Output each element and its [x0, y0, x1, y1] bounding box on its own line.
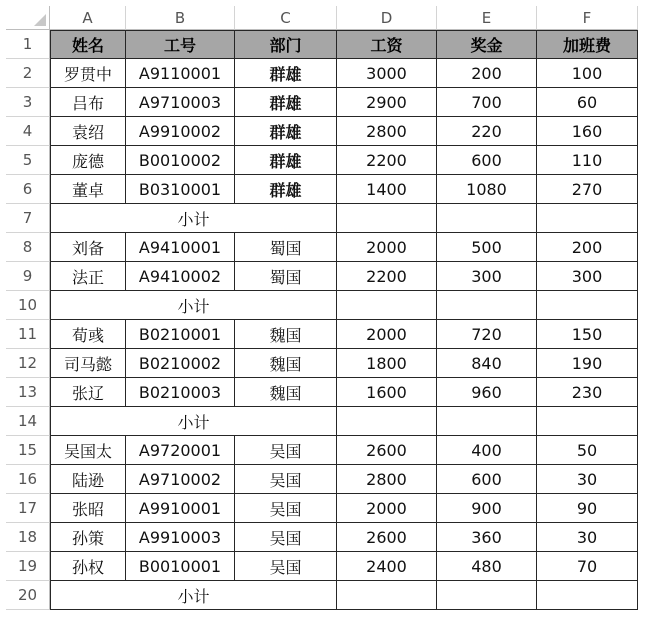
cell-employee-id[interactable]: A9410001 [126, 233, 235, 262]
header-cell-department[interactable]: 部门 [235, 30, 337, 59]
cell-employee-id[interactable]: B0010002 [126, 146, 235, 175]
cell-salary[interactable]: 2600 [337, 523, 437, 552]
row-header-1[interactable]: 1 [6, 30, 50, 59]
column-header-e[interactable]: E [437, 6, 537, 30]
cell-name[interactable]: 吕布 [50, 88, 126, 117]
header-cell-employee-id[interactable]: 工号 [126, 30, 235, 59]
subtotal-salary-cell[interactable] [337, 204, 437, 233]
cell-employee-id[interactable]: B0210002 [126, 349, 235, 378]
cell-overtime-pay[interactable]: 190 [537, 349, 638, 378]
cell-salary[interactable]: 2800 [337, 117, 437, 146]
cell-bonus[interactable]: 600 [437, 146, 537, 175]
cell-overtime-pay[interactable]: 150 [537, 320, 638, 349]
subtotal-overtime-pay-cell[interactable] [537, 581, 638, 610]
column-header-d[interactable]: D [337, 6, 437, 30]
cell-bonus[interactable]: 480 [437, 552, 537, 581]
cell-department[interactable]: 魏国 [235, 378, 337, 407]
row-header-13[interactable]: 13 [6, 378, 50, 407]
cell-overtime-pay[interactable]: 270 [537, 175, 638, 204]
cell-employee-id[interactable]: A9910003 [126, 523, 235, 552]
cell-department[interactable]: 蜀国 [235, 233, 337, 262]
cell-bonus[interactable]: 360 [437, 523, 537, 552]
cell-overtime-pay[interactable]: 300 [537, 262, 638, 291]
row-header-12[interactable]: 12 [6, 349, 50, 378]
cell-bonus[interactable]: 500 [437, 233, 537, 262]
cell-department[interactable]: 群雄 [235, 59, 337, 88]
cell-department[interactable]: 吴国 [235, 465, 337, 494]
row-header-3[interactable]: 3 [6, 88, 50, 117]
row-header-14[interactable]: 14 [6, 407, 50, 436]
row-header-10[interactable]: 10 [6, 291, 50, 320]
row-header-7[interactable]: 7 [6, 204, 50, 233]
row-header-19[interactable]: 19 [6, 552, 50, 581]
cell-name[interactable]: 庞德 [50, 146, 126, 175]
cell-employee-id[interactable]: B0010001 [126, 552, 235, 581]
cell-name[interactable]: 罗贯中 [50, 59, 126, 88]
subtotal-salary-cell[interactable] [337, 581, 437, 610]
cell-bonus[interactable]: 200 [437, 59, 537, 88]
cell-department[interactable]: 群雄 [235, 146, 337, 175]
row-header-4[interactable]: 4 [6, 117, 50, 146]
cell-overtime-pay[interactable]: 30 [537, 523, 638, 552]
row-header-16[interactable]: 16 [6, 465, 50, 494]
cell-overtime-pay[interactable]: 200 [537, 233, 638, 262]
subtotal-label-cell[interactable]: 小计 [50, 407, 337, 436]
cell-overtime-pay[interactable]: 230 [537, 378, 638, 407]
header-cell-bonus[interactable]: 奖金 [437, 30, 537, 59]
cell-department[interactable]: 吴国 [235, 436, 337, 465]
cell-salary[interactable]: 2400 [337, 552, 437, 581]
cell-bonus[interactable]: 960 [437, 378, 537, 407]
cell-bonus[interactable]: 720 [437, 320, 537, 349]
row-header-2[interactable]: 2 [6, 59, 50, 88]
cell-name[interactable]: 孙权 [50, 552, 126, 581]
cell-salary[interactable]: 2000 [337, 320, 437, 349]
cell-department[interactable]: 吴国 [235, 494, 337, 523]
cell-bonus[interactable]: 300 [437, 262, 537, 291]
subtotal-overtime-pay-cell[interactable] [537, 291, 638, 320]
row-header-18[interactable]: 18 [6, 523, 50, 552]
cell-bonus[interactable]: 700 [437, 88, 537, 117]
cell-employee-id[interactable]: A9710002 [126, 465, 235, 494]
cell-employee-id[interactable]: B0310001 [126, 175, 235, 204]
row-header-9[interactable]: 9 [6, 262, 50, 291]
spreadsheet-grid [6, 6, 638, 610]
cell-employee-id[interactable]: A9110001 [126, 59, 235, 88]
cell-overtime-pay[interactable]: 160 [537, 117, 638, 146]
cell-name[interactable]: 董卓 [50, 175, 126, 204]
cell-salary[interactable]: 1600 [337, 378, 437, 407]
cell-salary[interactable]: 2900 [337, 88, 437, 117]
row-header-5[interactable]: 5 [6, 146, 50, 175]
row-header-6[interactable]: 6 [6, 175, 50, 204]
cell-salary[interactable]: 2800 [337, 465, 437, 494]
cell-department[interactable]: 蜀国 [235, 262, 337, 291]
cell-employee-id[interactable]: A9910001 [126, 494, 235, 523]
subtotal-bonus-cell[interactable] [437, 407, 537, 436]
row-header-8[interactable]: 8 [6, 233, 50, 262]
cell-name[interactable]: 陆逊 [50, 465, 126, 494]
cell-employee-id[interactable]: A9910002 [126, 117, 235, 146]
row-header-11[interactable]: 11 [6, 320, 50, 349]
subtotal-label-cell[interactable]: 小计 [50, 204, 337, 233]
cell-name[interactable]: 袁绍 [50, 117, 126, 146]
cell-name[interactable]: 吴国太 [50, 436, 126, 465]
cell-name[interactable]: 刘备 [50, 233, 126, 262]
cell-department[interactable]: 魏国 [235, 349, 337, 378]
cell-salary[interactable]: 3000 [337, 59, 437, 88]
column-header-f[interactable]: F [537, 6, 638, 30]
cell-salary[interactable]: 2000 [337, 494, 437, 523]
cell-bonus[interactable]: 220 [437, 117, 537, 146]
subtotal-overtime-pay-cell[interactable] [537, 204, 638, 233]
cell-overtime-pay[interactable]: 50 [537, 436, 638, 465]
subtotal-salary-cell[interactable] [337, 407, 437, 436]
cell-department[interactable]: 群雄 [235, 88, 337, 117]
column-header-a[interactable]: A [50, 6, 126, 30]
cell-bonus[interactable]: 900 [437, 494, 537, 523]
cell-overtime-pay[interactable]: 100 [537, 59, 638, 88]
cell-bonus[interactable]: 400 [437, 436, 537, 465]
cell-department[interactable]: 吴国 [235, 523, 337, 552]
header-cell-overtime-pay[interactable]: 加班费 [537, 30, 638, 59]
cell-department[interactable]: 吴国 [235, 552, 337, 581]
cell-bonus[interactable]: 840 [437, 349, 537, 378]
cell-overtime-pay[interactable]: 110 [537, 146, 638, 175]
cell-salary[interactable]: 2200 [337, 262, 437, 291]
cell-salary[interactable]: 1800 [337, 349, 437, 378]
select-all-triangle-icon [34, 14, 46, 26]
cell-employee-id[interactable]: A9720001 [126, 436, 235, 465]
cell-name[interactable]: 法正 [50, 262, 126, 291]
subtotal-label-cell[interactable]: 小计 [50, 291, 337, 320]
subtotal-bonus-cell[interactable] [437, 204, 537, 233]
column-header-c[interactable]: C [235, 6, 337, 30]
cell-employee-id[interactable]: B0210001 [126, 320, 235, 349]
cell-bonus[interactable]: 600 [437, 465, 537, 494]
cell-overtime-pay[interactable]: 30 [537, 465, 638, 494]
header-cell-name[interactable]: 姓名 [50, 30, 126, 59]
cell-name[interactable]: 张昭 [50, 494, 126, 523]
cell-department[interactable]: 魏国 [235, 320, 337, 349]
cell-salary[interactable]: 2000 [337, 233, 437, 262]
cell-name[interactable]: 孙策 [50, 523, 126, 552]
cell-name[interactable]: 司马懿 [50, 349, 126, 378]
select-all-corner[interactable] [6, 6, 50, 30]
subtotal-salary-cell[interactable] [337, 291, 437, 320]
cell-department[interactable]: 群雄 [235, 175, 337, 204]
row-header-15[interactable]: 15 [6, 436, 50, 465]
subtotal-label-cell[interactable]: 小计 [50, 581, 337, 610]
column-header-b[interactable]: B [126, 6, 235, 30]
subtotal-bonus-cell[interactable] [437, 291, 537, 320]
cell-salary[interactable]: 2600 [337, 436, 437, 465]
cell-name[interactable]: 张辽 [50, 378, 126, 407]
cell-name[interactable]: 荀彧 [50, 320, 126, 349]
cell-salary[interactable]: 2200 [337, 146, 437, 175]
subtotal-overtime-pay-cell[interactable] [537, 407, 638, 436]
subtotal-bonus-cell[interactable] [437, 581, 537, 610]
cell-overtime-pay[interactable]: 70 [537, 552, 638, 581]
cell-department[interactable]: 群雄 [235, 117, 337, 146]
cell-bonus[interactable]: 1080 [437, 175, 537, 204]
cell-overtime-pay[interactable]: 60 [537, 88, 638, 117]
row-header-20[interactable]: 20 [6, 581, 50, 610]
cell-salary[interactable]: 1400 [337, 175, 437, 204]
cell-employee-id[interactable]: A9710003 [126, 88, 235, 117]
cell-overtime-pay[interactable]: 90 [537, 494, 638, 523]
cell-employee-id[interactable]: A9410002 [126, 262, 235, 291]
cell-employee-id[interactable]: B0210003 [126, 378, 235, 407]
header-cell-salary[interactable]: 工资 [337, 30, 437, 59]
row-header-17[interactable]: 17 [6, 494, 50, 523]
